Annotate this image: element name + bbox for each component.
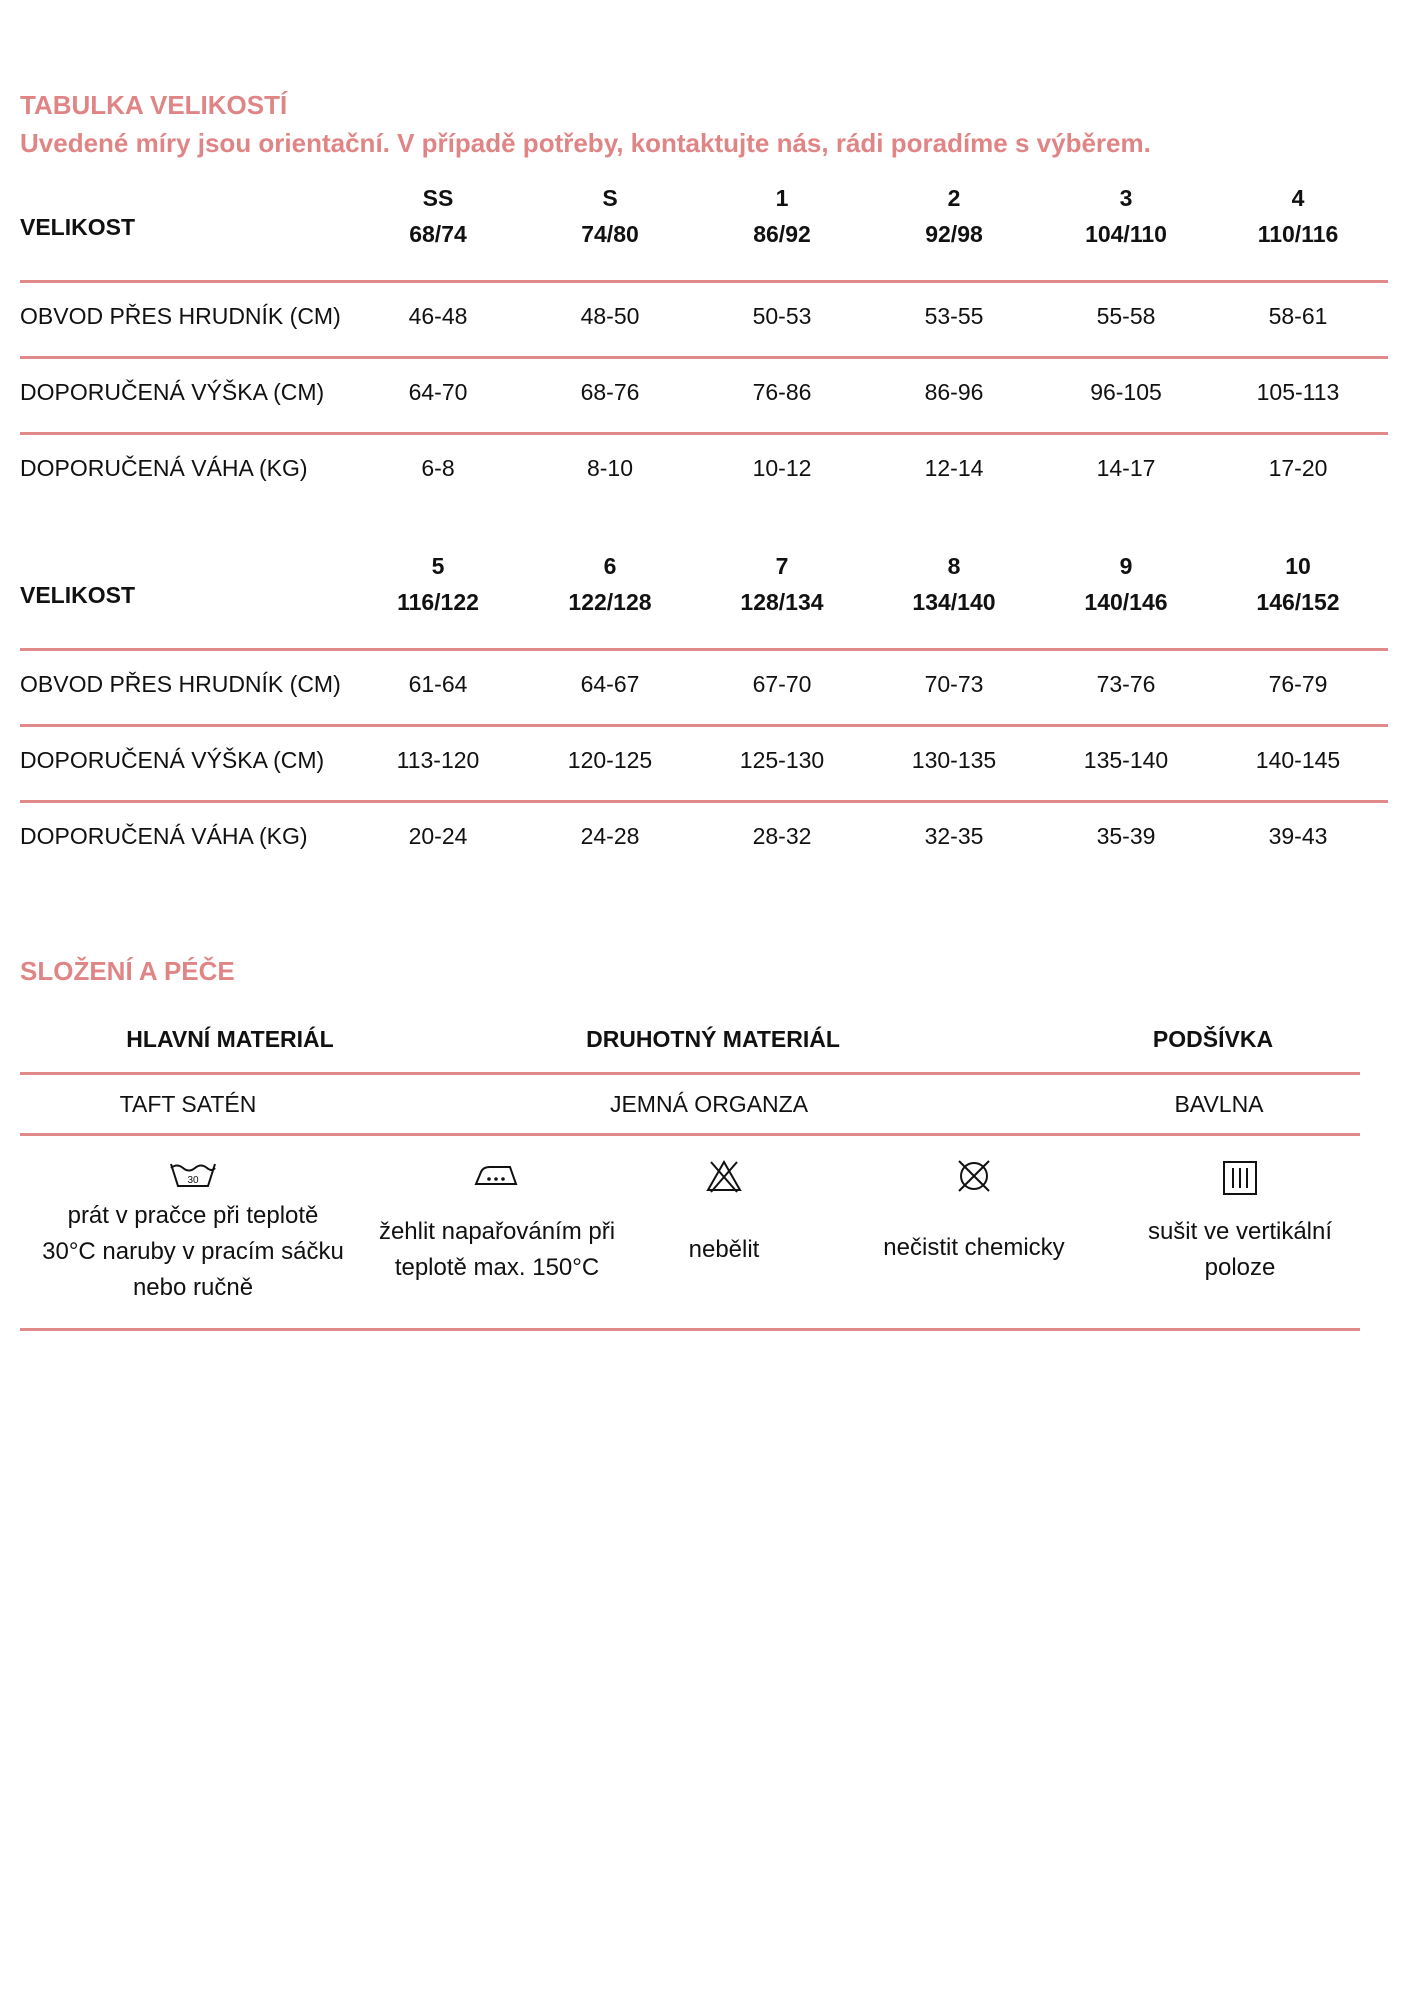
table-cell: 64-70 [408, 379, 468, 405]
table-cell: 12-14 [924, 455, 984, 481]
table-cell: 14-17 [1096, 455, 1156, 481]
iron-steam-icon [472, 1160, 522, 1190]
care-text-line: sušit ve vertikální [1147, 1218, 1333, 1245]
table-cell: 35-39 [1096, 823, 1156, 849]
care-item [33, 1136, 353, 1328]
material-header: DRUHOTNÝ MATERIÁL [586, 1026, 840, 1052]
size-code: SS [422, 185, 454, 211]
row-label: DOPORUČENÁ VÁHA (KG) [20, 455, 308, 481]
table-cell: 61-64 [408, 671, 468, 697]
table-cell: 53-55 [924, 303, 984, 329]
care-item [854, 1136, 1094, 1328]
size-code: 4 [1291, 185, 1305, 211]
table-cell: 48-50 [580, 303, 640, 329]
size-table-1 [20, 180, 1388, 508]
page-title: TABULKA VELIKOSTÍ [20, 90, 288, 120]
row-label: OBVOD PŘES HRUDNÍK (CM) [20, 303, 341, 329]
size-code: 5 [431, 553, 445, 579]
size-code: 2 [947, 185, 961, 211]
table-cell: 96-105 [1090, 379, 1162, 405]
table-cell: 50-53 [752, 303, 812, 329]
size-range: 92/98 [925, 221, 983, 247]
header-label: VELIKOST [20, 214, 136, 240]
table-cell: 55-58 [1096, 303, 1156, 329]
size-code: S [602, 185, 618, 211]
table-cell: 67-70 [752, 671, 812, 697]
care-text-line: nebo ručně [132, 1274, 254, 1301]
table-cell: 73-76 [1096, 671, 1156, 697]
header-label: VELIKOST [20, 582, 136, 608]
size-column-header [1040, 548, 1212, 620]
care-text-line: žehlit napařováním při [378, 1218, 616, 1245]
size-code: 3 [1119, 185, 1133, 211]
table-cell: 113-120 [396, 747, 480, 773]
material-header: PODŠÍVKA [1152, 1026, 1274, 1052]
row-label: DOPORUČENÁ VÝŠKA (CM) [20, 747, 325, 773]
material-value: BAVLNA [1174, 1091, 1264, 1117]
table-row [20, 727, 1388, 803]
table-cell: 17-20 [1268, 455, 1328, 481]
size-column-header [524, 548, 696, 620]
table-row [20, 803, 1388, 876]
size-column-header [1212, 180, 1384, 252]
size-column-header [696, 180, 868, 252]
care-text-line: nebělit [688, 1236, 760, 1263]
size-column-header [1040, 180, 1212, 252]
table-cell: 6-8 [421, 455, 455, 481]
care-item [1120, 1136, 1360, 1328]
size-column-header [868, 548, 1040, 620]
size-range: 116/122 [397, 589, 479, 615]
table-cell: 125-130 [739, 747, 825, 773]
material-value-row [20, 1075, 1360, 1136]
svg-text:30: 30 [187, 1175, 199, 1186]
table-cell: 46-48 [408, 303, 468, 329]
table-cell: 10-12 [752, 455, 812, 481]
table-cell: 105-113 [1256, 379, 1340, 405]
row-label: DOPORUČENÁ VÁHA (KG) [20, 823, 308, 849]
size-code: 10 [1285, 553, 1311, 579]
material-value: JEMNÁ ORGANZA [609, 1091, 809, 1117]
table-cell: 28-32 [752, 823, 812, 849]
size-range: 128/134 [740, 589, 824, 615]
size-code: 7 [775, 553, 789, 579]
table-cell: 76-79 [1268, 671, 1328, 697]
table-cell: 32-35 [924, 823, 984, 849]
table-cell: 68-76 [580, 379, 640, 405]
row-label: DOPORUČENÁ VÝŠKA (CM) [20, 379, 325, 405]
row-label: OBVOD PŘES HRUDNÍK (CM) [20, 671, 341, 697]
care-text-line: teplotě max. 150°C [394, 1254, 600, 1281]
size-column-header [352, 548, 524, 620]
size-column-header [868, 180, 1040, 252]
size-column-header [352, 180, 524, 252]
size-range: 134/140 [912, 589, 996, 615]
table-cell: 24-28 [580, 823, 640, 849]
size-range: 122/128 [568, 589, 652, 615]
size-column-header [696, 548, 868, 620]
size-range: 68/74 [409, 221, 467, 247]
size-range: 74/80 [581, 221, 639, 247]
table-cell: 130-135 [911, 747, 997, 773]
size-range: 110/116 [1257, 221, 1339, 247]
wash-30-icon [168, 1160, 218, 1190]
size-code: 8 [947, 553, 961, 579]
size-table-header [20, 548, 1388, 651]
table-row [20, 359, 1388, 435]
size-code: 1 [775, 185, 789, 211]
section-title: SLOŽENÍ A PÉČE [20, 956, 235, 986]
table-cell: 8-10 [586, 455, 634, 481]
table-cell: 58-61 [1268, 303, 1328, 329]
size-range: 140/146 [1084, 589, 1168, 615]
size-table-header [20, 180, 1388, 283]
size-range: 146/152 [1256, 589, 1340, 615]
care-instructions [20, 1136, 1360, 1331]
care-text-line: poloze [1204, 1254, 1276, 1281]
care-text-line: prát v pračce při teplotě [67, 1202, 319, 1229]
table-cell: 20-24 [408, 823, 468, 849]
size-code: 6 [603, 553, 617, 579]
table-row [20, 283, 1388, 359]
table-row [20, 435, 1388, 508]
size-table-2 [20, 548, 1388, 876]
table-cell: 86-96 [924, 379, 984, 405]
table-cell: 70-73 [924, 671, 984, 697]
table-cell: 76-86 [752, 379, 812, 405]
care-text-line: nečistit chemicky [883, 1234, 1065, 1261]
size-column-header [1212, 548, 1384, 620]
dry-vertical-icon [1222, 1160, 1258, 1196]
material-header-row [20, 1010, 1360, 1075]
care-item [357, 1136, 637, 1328]
table-cell: 120-125 [567, 747, 653, 773]
size-range: 86/92 [753, 221, 811, 247]
table-cell: 140-145 [1255, 747, 1341, 773]
size-column-header [524, 180, 696, 252]
table-cell: 135-140 [1083, 747, 1169, 773]
size-code: 9 [1119, 553, 1133, 579]
no-bleach-icon [704, 1158, 744, 1194]
care-text-line: 30°C naruby v pracím sáčku [42, 1238, 344, 1265]
table-cell: 64-67 [580, 671, 640, 697]
table-row [20, 651, 1388, 727]
size-range: 104/110 [1085, 221, 1167, 247]
page-subtitle: Uvedené míry jsou orientační. V případě potřeby, kontaktujte nás, rádi poradíme s výběrem. [20, 128, 1151, 158]
material-value: TAFT SATÉN [119, 1091, 257, 1117]
care-item [644, 1136, 804, 1328]
table-cell: 39-43 [1268, 823, 1328, 849]
no-dry-clean-icon [954, 1156, 994, 1196]
material-header: HLAVNÍ MATERIÁL [126, 1026, 334, 1052]
